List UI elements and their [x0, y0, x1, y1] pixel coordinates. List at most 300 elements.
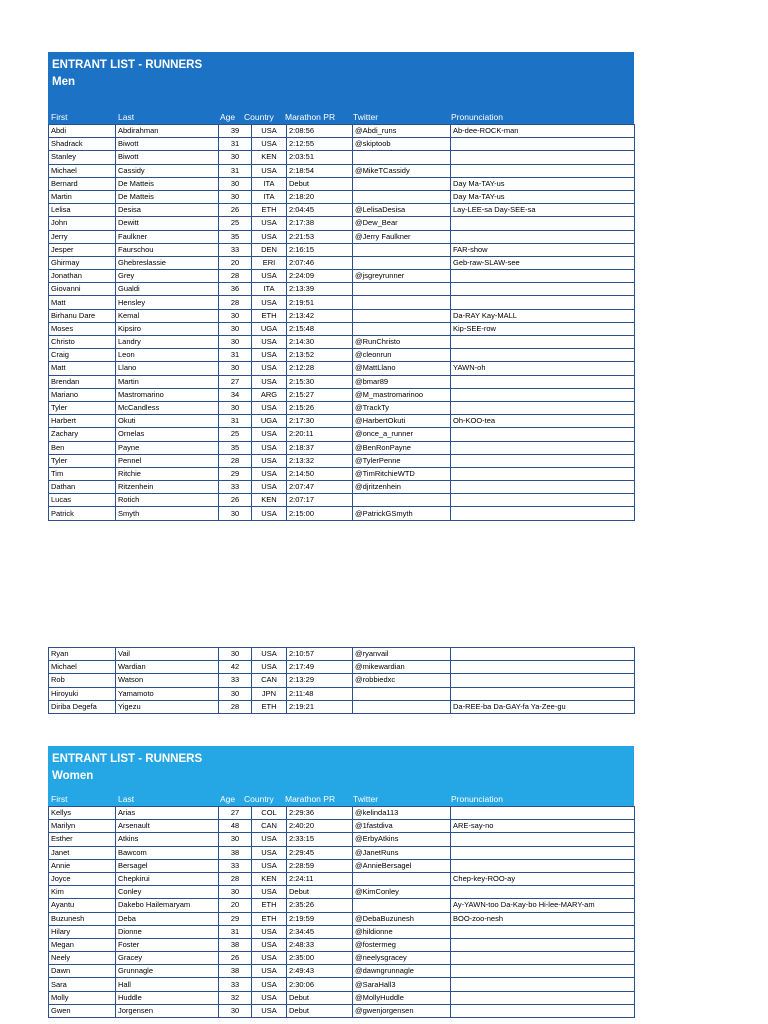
- first-name-cell: Buzunesh: [49, 912, 116, 925]
- country-cell: KEN: [252, 872, 287, 885]
- table-row: [49, 428, 635, 441]
- col-pronunciation: Pronunciation: [451, 112, 503, 122]
- last-name-cell: Yamamoto: [116, 687, 219, 700]
- table-row: [49, 807, 635, 820]
- first-name-cell: Hiroyuki: [49, 687, 116, 700]
- col-marathon-pr: Marathon PR: [285, 794, 336, 804]
- table-row: [49, 952, 635, 965]
- col-twitter: Twitter: [353, 112, 379, 122]
- country-cell: USA: [252, 991, 287, 1004]
- first-name-cell: Tim: [49, 467, 116, 480]
- country-cell: KEN: [252, 494, 287, 507]
- marathon-pr-cell: 2:30:06: [287, 978, 353, 991]
- pronunciation-cell: [451, 336, 635, 349]
- twitter-cell: @Jerry Faulkner: [353, 230, 451, 243]
- last-name-cell: Payne: [116, 441, 219, 454]
- twitter-cell: @RunChristo: [353, 336, 451, 349]
- pronunciation-cell: [451, 687, 635, 700]
- last-name-cell: Arsenault: [116, 820, 219, 833]
- marathon-pr-cell: 2:08:56: [287, 125, 353, 138]
- country-cell: USA: [252, 217, 287, 230]
- table-row: [49, 899, 635, 912]
- pronunciation-cell: Geb-raw-SLAW-see: [451, 256, 635, 269]
- first-name-cell: Jonathan: [49, 270, 116, 283]
- age-cell: 30: [219, 401, 252, 414]
- country-cell: CAN: [252, 820, 287, 833]
- pronunciation-cell: [451, 217, 635, 230]
- country-cell: DEN: [252, 243, 287, 256]
- marathon-pr-cell: 2:49:43: [287, 965, 353, 978]
- country-cell: USA: [252, 846, 287, 859]
- marathon-pr-cell: 2:13:52: [287, 349, 353, 362]
- last-name-cell: Gracey: [116, 952, 219, 965]
- age-cell: 30: [219, 833, 252, 846]
- first-name-cell: Hilary: [49, 925, 116, 938]
- first-name-cell: Ghirmay: [49, 256, 116, 269]
- table-row: [49, 965, 635, 978]
- men-table: [48, 124, 635, 521]
- country-cell: KEN: [252, 151, 287, 164]
- country-cell: USA: [252, 296, 287, 309]
- table-row: [49, 494, 635, 507]
- col-age: Age: [220, 794, 236, 804]
- age-cell: 20: [219, 899, 252, 912]
- twitter-cell: @MollyHuddle: [353, 991, 451, 1004]
- women-subtitle: Women: [52, 770, 94, 782]
- country-cell: USA: [252, 481, 287, 494]
- marathon-pr-cell: 2:16:15: [287, 243, 353, 256]
- age-cell: 35: [219, 230, 252, 243]
- first-name-cell: Rob: [49, 674, 116, 687]
- first-name-cell: Martin: [49, 190, 116, 203]
- first-name-cell: Matt: [49, 296, 116, 309]
- twitter-cell: @TimRitchieWTD: [353, 467, 451, 480]
- last-name-cell: Mastromarino: [116, 388, 219, 401]
- first-name-cell: Ryan: [49, 648, 116, 661]
- table-row: [49, 991, 635, 1004]
- twitter-cell: @cleonrun: [353, 349, 451, 362]
- age-cell: 30: [219, 1004, 252, 1017]
- last-name-cell: Watson: [116, 674, 219, 687]
- marathon-pr-cell: 2:29:45: [287, 846, 353, 859]
- twitter-cell: @BenRonPayne: [353, 441, 451, 454]
- age-cell: 30: [219, 177, 252, 190]
- pronunciation-cell: [451, 138, 635, 151]
- twitter-cell: @once_a_runner: [353, 428, 451, 441]
- table-row: [49, 687, 635, 700]
- last-name-cell: Ghebreslassie: [116, 256, 219, 269]
- pronunciation-cell: [451, 283, 635, 296]
- twitter-cell: @robbiedxc: [353, 674, 451, 687]
- age-cell: 31: [219, 138, 252, 151]
- last-name-cell: Biwott: [116, 151, 219, 164]
- first-name-cell: Shadrack: [49, 138, 116, 151]
- age-cell: 42: [219, 661, 252, 674]
- last-name-cell: De Matteis: [116, 177, 219, 190]
- last-name-cell: Leon: [116, 349, 219, 362]
- country-cell: USA: [252, 1004, 287, 1017]
- pronunciation-cell: [451, 886, 635, 899]
- pronunciation-cell: [451, 938, 635, 951]
- men-subtitle: Men: [52, 76, 75, 88]
- pronunciation-cell: Oh-KOO-tea: [451, 415, 635, 428]
- table-row: [49, 912, 635, 925]
- pronunciation-cell: Da-RAY Kay-MALL: [451, 309, 635, 322]
- twitter-cell: @AnnieBersagel: [353, 859, 451, 872]
- table-row: [49, 388, 635, 401]
- first-name-cell: Bernard: [49, 177, 116, 190]
- twitter-cell: [353, 899, 451, 912]
- table-row: [49, 454, 635, 467]
- country-cell: COL: [252, 807, 287, 820]
- first-name-cell: Moses: [49, 322, 116, 335]
- marathon-pr-cell: 2:40:20: [287, 820, 353, 833]
- first-name-cell: Diriba Degefa: [49, 700, 116, 713]
- first-name-cell: Joyce: [49, 872, 116, 885]
- twitter-cell: @PatrickGSmyth: [353, 507, 451, 520]
- table-row: [49, 859, 635, 872]
- marathon-pr-cell: 2:18:20: [287, 190, 353, 203]
- col-last: Last: [118, 112, 135, 122]
- pronunciation-cell: ARE-say-no: [451, 820, 635, 833]
- age-cell: 28: [219, 296, 252, 309]
- marathon-pr-cell: 2:12:28: [287, 362, 353, 375]
- pronunciation-cell: [451, 507, 635, 520]
- last-name-cell: Dionne: [116, 925, 219, 938]
- table-row: [49, 296, 635, 309]
- last-name-cell: Rotich: [116, 494, 219, 507]
- country-cell: JPN: [252, 687, 287, 700]
- pronunciation-cell: [451, 401, 635, 414]
- first-name-cell: Patrick: [49, 507, 116, 520]
- age-cell: 30: [219, 151, 252, 164]
- last-name-cell: McCandless: [116, 401, 219, 414]
- last-name-cell: Llano: [116, 362, 219, 375]
- first-name-cell: Marilyn: [49, 820, 116, 833]
- table-row: [49, 661, 635, 674]
- col-age: Age: [220, 112, 236, 122]
- country-cell: ITA: [252, 177, 287, 190]
- age-cell: 38: [219, 938, 252, 951]
- pronunciation-cell: Day Ma-TAY-us: [451, 190, 635, 203]
- age-cell: 29: [219, 467, 252, 480]
- country-cell: USA: [252, 125, 287, 138]
- first-name-cell: Matt: [49, 362, 116, 375]
- age-cell: 30: [219, 687, 252, 700]
- marathon-pr-cell: 2:17:49: [287, 661, 353, 674]
- pronunciation-cell: [451, 925, 635, 938]
- first-name-cell: Ben: [49, 441, 116, 454]
- marathon-pr-cell: 2:19:51: [287, 296, 353, 309]
- pronunciation-cell: Ab-dee-ROCK-man: [451, 125, 635, 138]
- last-name-cell: Jorgensen: [116, 1004, 219, 1017]
- marathon-pr-cell: 2:03:51: [287, 151, 353, 164]
- age-cell: 29: [219, 912, 252, 925]
- first-name-cell: Lelisa: [49, 204, 116, 217]
- marathon-pr-cell: 2:15:26: [287, 401, 353, 414]
- marathon-pr-cell: 2:19:59: [287, 912, 353, 925]
- first-name-cell: Craig: [49, 349, 116, 362]
- twitter-cell: @bmar89: [353, 375, 451, 388]
- marathon-pr-cell: 2:29:36: [287, 807, 353, 820]
- twitter-cell: @TrackTy: [353, 401, 451, 414]
- pronunciation-cell: Da-REE-ba Da-GAY-fa Ya-Zee-gu: [451, 700, 635, 713]
- table-row: [49, 481, 635, 494]
- col-pronunciation: Pronunciation: [451, 794, 503, 804]
- age-cell: 30: [219, 322, 252, 335]
- twitter-cell: @TylerPenne: [353, 454, 451, 467]
- pronunciation-cell: [451, 428, 635, 441]
- pronunciation-cell: YAWN-oh: [451, 362, 635, 375]
- first-name-cell: Stanley: [49, 151, 116, 164]
- last-name-cell: Ornelas: [116, 428, 219, 441]
- col-first: First: [51, 112, 68, 122]
- first-name-cell: Molly: [49, 991, 116, 1004]
- table-row: [49, 151, 635, 164]
- marathon-pr-cell: 2:15:48: [287, 322, 353, 335]
- country-cell: ETH: [252, 309, 287, 322]
- marathon-pr-cell: 2:10:57: [287, 648, 353, 661]
- marathon-pr-cell: 2:07:46: [287, 256, 353, 269]
- marathon-pr-cell: 2:07:47: [287, 481, 353, 494]
- table-row: [49, 401, 635, 414]
- twitter-cell: [353, 243, 451, 256]
- twitter-cell: @Abdi_runs: [353, 125, 451, 138]
- first-name-cell: Kim: [49, 886, 116, 899]
- country-cell: USA: [252, 661, 287, 674]
- age-cell: 20: [219, 256, 252, 269]
- women-header: [48, 746, 634, 792]
- last-name-cell: Ritzenhein: [116, 481, 219, 494]
- men-continued-table: [48, 647, 635, 714]
- country-cell: USA: [252, 952, 287, 965]
- twitter-cell: @mikewardian: [353, 661, 451, 674]
- age-cell: 25: [219, 428, 252, 441]
- first-name-cell: Tyler: [49, 454, 116, 467]
- marathon-pr-cell: 2:28:59: [287, 859, 353, 872]
- twitter-cell: @djritzenhein: [353, 481, 451, 494]
- marathon-pr-cell: 2:17:38: [287, 217, 353, 230]
- age-cell: 31: [219, 415, 252, 428]
- country-cell: USA: [252, 336, 287, 349]
- pronunciation-cell: [451, 965, 635, 978]
- table-row: [49, 925, 635, 938]
- table-row: [49, 846, 635, 859]
- twitter-cell: @gwenjorgensen: [353, 1004, 451, 1017]
- pronunciation-cell: [451, 661, 635, 674]
- last-name-cell: Bawcom: [116, 846, 219, 859]
- age-cell: 28: [219, 270, 252, 283]
- marathon-pr-cell: 2:24:11: [287, 872, 353, 885]
- last-name-cell: Chepkirui: [116, 872, 219, 885]
- table-row: [49, 886, 635, 899]
- last-name-cell: Dewitt: [116, 217, 219, 230]
- pronunciation-cell: Lay-LEE-sa Day-SEE-sa: [451, 204, 635, 217]
- table-row: [49, 362, 635, 375]
- age-cell: 30: [219, 648, 252, 661]
- country-cell: ETH: [252, 204, 287, 217]
- age-cell: 27: [219, 807, 252, 820]
- first-name-cell: Brendan: [49, 375, 116, 388]
- country-cell: ERI: [252, 256, 287, 269]
- marathon-pr-cell: Debut: [287, 1004, 353, 1017]
- table-row: [49, 441, 635, 454]
- last-name-cell: Faurschou: [116, 243, 219, 256]
- last-name-cell: Conley: [116, 886, 219, 899]
- first-name-cell: Jerry: [49, 230, 116, 243]
- table-row: [49, 177, 635, 190]
- twitter-cell: @HarbertOkuti: [353, 415, 451, 428]
- twitter-cell: [353, 256, 451, 269]
- country-cell: UGA: [252, 322, 287, 335]
- age-cell: 36: [219, 283, 252, 296]
- last-name-cell: Ritchie: [116, 467, 219, 480]
- table-row: [49, 204, 635, 217]
- first-name-cell: Lucas: [49, 494, 116, 507]
- pronunciation-cell: [451, 349, 635, 362]
- pronunciation-cell: [451, 833, 635, 846]
- pronunciation-cell: [451, 151, 635, 164]
- last-name-cell: Atkins: [116, 833, 219, 846]
- age-cell: 27: [219, 375, 252, 388]
- marathon-pr-cell: 2:14:50: [287, 467, 353, 480]
- marathon-pr-cell: 2:15:00: [287, 507, 353, 520]
- last-name-cell: Landry: [116, 336, 219, 349]
- table-row: [49, 322, 635, 335]
- last-name-cell: Martin: [116, 375, 219, 388]
- first-name-cell: Tyler: [49, 401, 116, 414]
- country-cell: USA: [252, 164, 287, 177]
- twitter-cell: @JanetRuns: [353, 846, 451, 859]
- pronunciation-cell: [451, 230, 635, 243]
- marathon-pr-cell: 2:14:30: [287, 336, 353, 349]
- pronunciation-cell: BOO-zoo-nesh: [451, 912, 635, 925]
- twitter-cell: [353, 190, 451, 203]
- marathon-pr-cell: 2:17:30: [287, 415, 353, 428]
- table-row: [49, 820, 635, 833]
- twitter-cell: [353, 283, 451, 296]
- country-cell: USA: [252, 138, 287, 151]
- age-cell: 39: [219, 125, 252, 138]
- marathon-pr-cell: 2:34:45: [287, 925, 353, 938]
- age-cell: 26: [219, 952, 252, 965]
- table-row: [49, 938, 635, 951]
- table-row: [49, 256, 635, 269]
- country-cell: CAN: [252, 674, 287, 687]
- first-name-cell: Sara: [49, 978, 116, 991]
- age-cell: 30: [219, 190, 252, 203]
- marathon-pr-cell: 2:18:54: [287, 164, 353, 177]
- table-row: [49, 1004, 635, 1017]
- col-first: First: [51, 794, 68, 804]
- first-name-cell: Birhanu Dare: [49, 309, 116, 322]
- country-cell: USA: [252, 441, 287, 454]
- table-row: [49, 230, 635, 243]
- first-name-cell: Esther: [49, 833, 116, 846]
- women-table: [48, 806, 635, 1018]
- marathon-pr-cell: 2:11:48: [287, 687, 353, 700]
- country-cell: USA: [252, 833, 287, 846]
- twitter-cell: @M_mastromarinoo: [353, 388, 451, 401]
- country-cell: USA: [252, 648, 287, 661]
- first-name-cell: Michael: [49, 661, 116, 674]
- marathon-pr-cell: 2:04:45: [287, 204, 353, 217]
- table-row: [49, 336, 635, 349]
- twitter-cell: @1fastdiva: [353, 820, 451, 833]
- age-cell: 26: [219, 494, 252, 507]
- col-twitter: Twitter: [353, 794, 379, 804]
- country-cell: USA: [252, 938, 287, 951]
- first-name-cell: Megan: [49, 938, 116, 951]
- first-name-cell: Zachary: [49, 428, 116, 441]
- country-cell: USA: [252, 859, 287, 872]
- table-row: [49, 375, 635, 388]
- country-cell: USA: [252, 925, 287, 938]
- last-name-cell: Hall: [116, 978, 219, 991]
- twitter-cell: @MattLlano: [353, 362, 451, 375]
- last-name-cell: De Matteis: [116, 190, 219, 203]
- pronunciation-cell: [451, 388, 635, 401]
- first-name-cell: Kellys: [49, 807, 116, 820]
- age-cell: 35: [219, 441, 252, 454]
- table-row: [49, 349, 635, 362]
- pronunciation-cell: [451, 952, 635, 965]
- country-cell: USA: [252, 965, 287, 978]
- table-row: [49, 648, 635, 661]
- age-cell: 30: [219, 362, 252, 375]
- marathon-pr-cell: 2:35:00: [287, 952, 353, 965]
- age-cell: 30: [219, 336, 252, 349]
- pronunciation-cell: [451, 441, 635, 454]
- twitter-cell: @LelisaDesisa: [353, 204, 451, 217]
- men-section: [48, 52, 634, 521]
- pronunciation-cell: [451, 978, 635, 991]
- country-cell: USA: [252, 507, 287, 520]
- women-section: [48, 746, 634, 1018]
- age-cell: 28: [219, 700, 252, 713]
- men-header: [48, 52, 634, 110]
- marathon-pr-cell: 2:15:27: [287, 388, 353, 401]
- table-row: [49, 217, 635, 230]
- country-cell: USA: [252, 978, 287, 991]
- women-column-headers: [48, 792, 634, 806]
- age-cell: 30: [219, 886, 252, 899]
- marathon-pr-cell: Debut: [287, 177, 353, 190]
- twitter-cell: @dawngrunnagle: [353, 965, 451, 978]
- men-title: ENTRANT LIST - RUNNERS: [52, 59, 203, 71]
- table-row: [49, 283, 635, 296]
- first-name-cell: Dathan: [49, 481, 116, 494]
- twitter-cell: @KimConley: [353, 886, 451, 899]
- pronunciation-cell: [451, 454, 635, 467]
- last-name-cell: Gualdi: [116, 283, 219, 296]
- pronunciation-cell: FAR-show: [451, 243, 635, 256]
- pronunciation-cell: Chep-key-ROO-ay: [451, 872, 635, 885]
- first-name-cell: Annie: [49, 859, 116, 872]
- country-cell: ETH: [252, 899, 287, 912]
- first-name-cell: Neely: [49, 952, 116, 965]
- last-name-cell: Foster: [116, 938, 219, 951]
- age-cell: 26: [219, 204, 252, 217]
- marathon-pr-cell: 2:35:26: [287, 899, 353, 912]
- pronunciation-cell: [451, 296, 635, 309]
- country-cell: UGA: [252, 415, 287, 428]
- marathon-pr-cell: 2:18:37: [287, 441, 353, 454]
- twitter-cell: @fostermeg: [353, 938, 451, 951]
- first-name-cell: Dawn: [49, 965, 116, 978]
- age-cell: 28: [219, 872, 252, 885]
- last-name-cell: Deba: [116, 912, 219, 925]
